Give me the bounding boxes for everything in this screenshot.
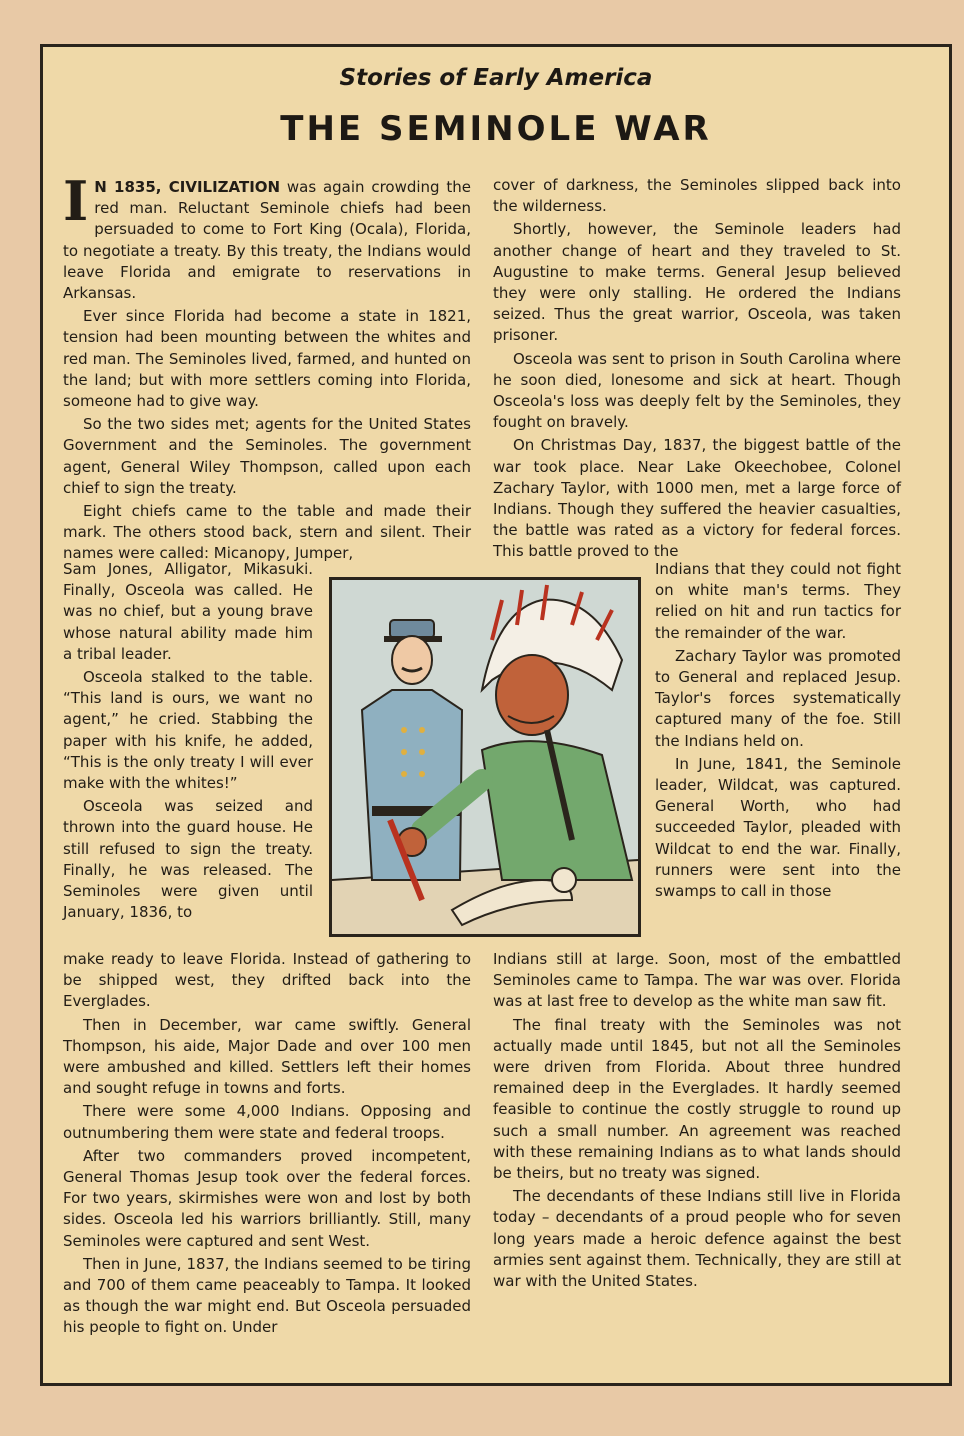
paragraph: Indians that they could not fight on white man's terms. They relied on hit and run tactics for the remainder of the war. <box>655 560 901 642</box>
paragraph: Sam Jones, Alligator, Mikasuki. Finally, Osceola was called. He was no chief, but a young brave whose natural ability made him a tribal leader. <box>63 560 313 663</box>
column-left-middle <box>63 559 313 923</box>
paragraph: The decendants of these Indians still live in Florida today – decendants of a proud people who for seven long years made a heroic defence against the best armies sent against them. Technically, they are still at war with the United States. <box>493 1187 901 1291</box>
treaty-scene-illustration-icon <box>332 580 638 934</box>
paragraph: On Christmas Day, 1837, the biggest battle of the war took place. Near Lake Okeechobee, Colonel Zachary Taylor, with 1000 men, met a large force of Indians. Though they suffered the heavier casualties, the battle was rated as a victory for federal forces. This battle proved to the <box>493 436 901 561</box>
page-title: THE SEMINOLE WAR <box>280 109 712 149</box>
story-frame <box>40 44 952 1386</box>
illustration-panel <box>329 577 641 937</box>
lead-text: N 1835, CIVILIZATION <box>94 178 281 196</box>
paragraph: Eight chiefs came to the table and made their mark. The others stood back, stern and silent. Their names were called: Micanopy, Jumper, <box>63 502 471 563</box>
paragraph: So the two sides met; agents for the United States Government and the Seminoles. The government agent, General Wiley Thompson, called upon each chief to sign the treaty. <box>63 415 471 497</box>
column-right-bottom <box>493 949 901 1292</box>
paragraph: After two commanders proved incompetent, General Thomas Jesup took over the federal forces. For two years, skirmishes were won and lost by both sides. Osceola led his warriors brilliantly. Still, many Seminoles were captured and sent West. <box>63 1146 471 1250</box>
drop-cap: I <box>63 169 89 233</box>
paragraph: Osceola stalked to the table. “This land is ours, we want no agent,” he cried. Stabbing the paper with his knife, he added, “This is the only treaty I will ever make with the whites!” <box>63 668 313 793</box>
paragraph-text: was again crowding the red man. Reluctant Seminole chiefs had been persuaded to come to Fort King (Ocala), Florida, to negotiate a treaty. By this treaty, the Indians would leave Florida and emigrate to reservations in Arkansas. <box>63 178 471 303</box>
paragraph: There were some 4,000 Indians. Opposing and outnumbering them were state and federal troops. <box>63 1102 471 1142</box>
paragraph: Then in December, war came swiftly. General Thompson, his aide, Major Dade and over 100 men were ambushed and killed. Settlers left their homes and sought refuge in towns and forts. <box>63 1015 471 1098</box>
paragraph: Shortly, however, the Seminole leaders had another change of heart and they traveled to St. Augustine to make terms. General Jesup believed they were only stalling. He ordered the Indians seized. Thus the great warrior, Osceola, was taken prisoner. <box>493 220 901 345</box>
column-right-middle <box>655 559 901 902</box>
paragraph: Osceola was seized and thrown into the guard house. He still refused to sign the treaty. Finally, he was released. The Seminoles were given until January, 1836, to <box>63 797 313 922</box>
paragraph: Then in June, 1837, the Indians seemed to be tiring and 700 of them came peaceably to Tampa. It looked as though the war might end. But Osceola persuaded his people to fight on. Under <box>63 1254 471 1337</box>
column-right-top <box>493 175 901 563</box>
paragraph: In June, 1841, the Seminole leader, Wildcat, was captured. General Worth, who had succeeded Taylor, pleaded with Wildcat to end the war. Finally, runners were sent into the swamps to call in those <box>655 754 901 901</box>
paragraph <box>63 169 471 304</box>
paragraph: Osceola was sent to prison in South Carolina where he soon died, lonesome and sick at heart. Though Osceola's loss was deeply felt by the Seminoles, they fought on bravely. <box>493 349 901 432</box>
series-title: Stories of Early America <box>339 65 653 91</box>
paragraph: Ever since Florida had become a state in 1821, tension had been mounting between the whites and red man. The Seminoles lived, farmed, and hunted on the land; but with more settlers coming into Florida, someone had to give way. <box>63 307 471 411</box>
column-left-top <box>63 169 471 565</box>
paragraph: Indians still at large. Soon, most of the embattled Seminoles came to Tampa. The war was over. Florida was at last free to develop as the white man saw fit. <box>493 950 901 1011</box>
paragraph: cover of darkness, the Seminoles slipped back into the wilderness. <box>493 176 901 216</box>
column-left-bottom <box>63 949 471 1339</box>
paragraph: make ready to leave Florida. Instead of gathering to be shipped west, they drifted back into the Everglades. <box>63 950 471 1011</box>
paragraph: Zachary Taylor was promoted to General and replaced Jesup. Taylor's forces systematically captured many of the foe. Still the Indians held on. <box>655 646 901 750</box>
paragraph: The final treaty with the Seminoles was not actually made until 1845, but not all the Seminoles were driven from Florida. About three hundred remained deep in the Everglades. It hardly seemed feasible to continue the costly struggle to round up such a small number. An agreement was reached with these remaining Indians as to what lands should be theirs, but no treaty was signed. <box>493 1015 901 1183</box>
